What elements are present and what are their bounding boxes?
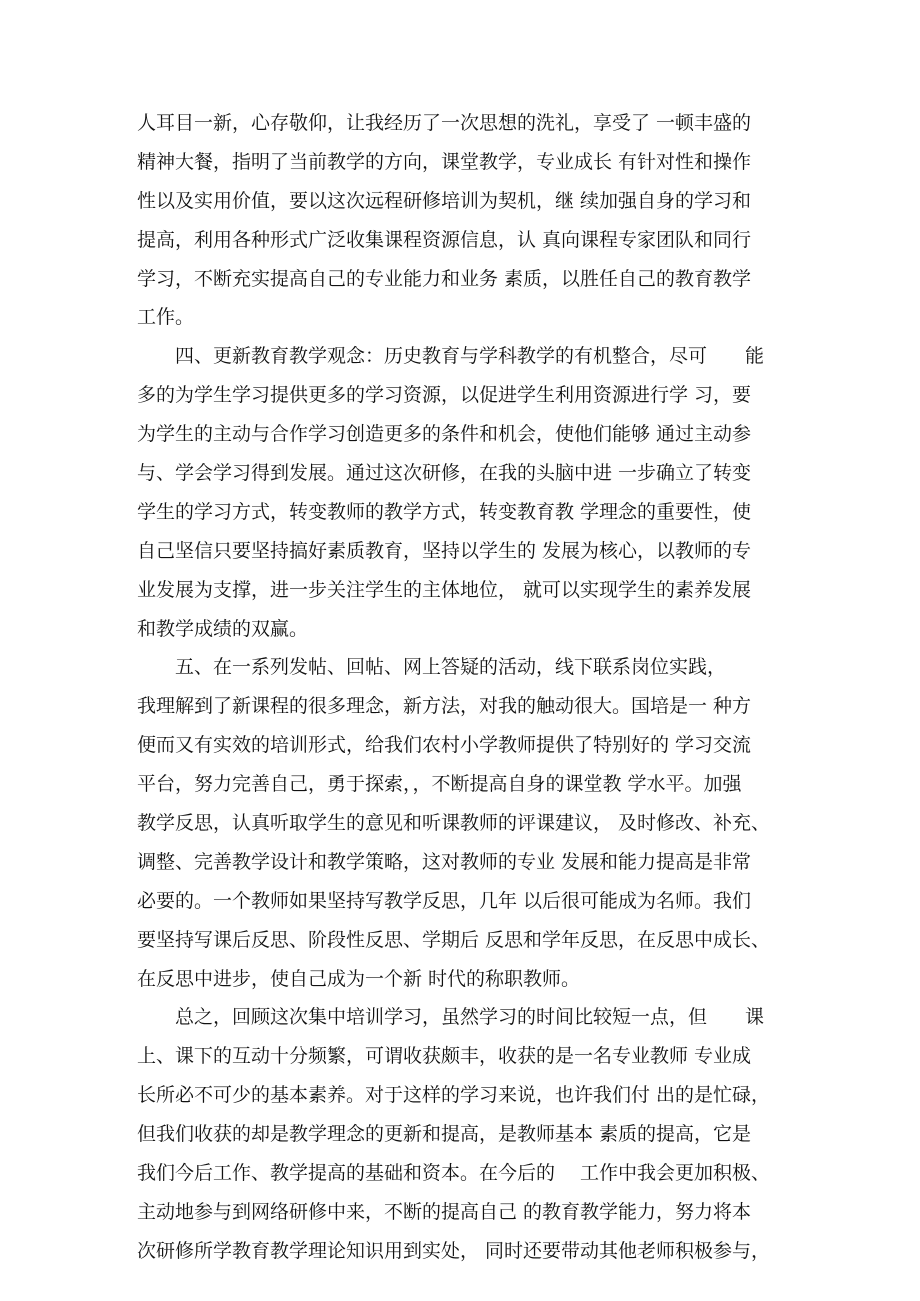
text-line: 但我们收获的却是教学理念的更新和提高，是教师基本 素质的提高，它是 — [137, 1123, 752, 1146]
text-line: 和教学成绩的双赢。 — [137, 617, 309, 640]
text-line: 学习，不断充实提高自己的专业能力和业务 素质，以胜任自己的教育教学 — [137, 267, 752, 290]
text-line: 与、学会学习得到发展。通过这次研修，在我的头脑中进 一步确立了转变 — [137, 462, 752, 485]
text-line: 要坚持写课后反思、阶段性反思、学期后 反思和学年反思，在反思中成长、 — [137, 928, 771, 951]
text-line: 人耳目一新，心存敬仰，让我经历了一次思想的洗礼，享受了 一顿丰盛的 — [137, 112, 752, 134]
text-line: 我理解到了新课程的很多理念，新方法，对我的触动很大。国培是一 种方 — [137, 695, 752, 718]
text-line: 自己坚信只要坚持搞好素质教育，坚持以学生的 发展为核心，以教师的专 — [137, 539, 752, 562]
text-line: 在反思中进步，使自己成为一个新 时代的称职教师。 — [137, 967, 581, 990]
paragraph-start-line: 总之，回顾这次集中培训学习，虽然学习的时间比较短一点，但 课 — [175, 1006, 765, 1029]
body-text — [137, 104, 797, 1271]
text-line: 调整、完善教学设计和教学策略，这对教师的专业 发展和能力提高是非常 — [137, 850, 752, 873]
text-line: 必要的。一个教师如果坚持写教学反思，几年 以后很可能成为名师。我们 — [137, 889, 752, 912]
text-line: 多的为学生学习提供更多的学习资源，以促进学生利用资源进行学 习，要 — [137, 384, 752, 407]
text-line: 次研修所学教育教学理论知识用到实处， 同时还要带动其他老师积极参与， — [137, 1239, 771, 1262]
text-line: 提高，利用各种形式广泛收集课程资源信息，认 真向课程专家团队和同行 — [137, 228, 752, 251]
text-line: 工作。 — [137, 306, 195, 329]
paragraph-start-line: 四、更新教育教学观念：历史教育与学科教学的有机整合，尽可 能 — [175, 345, 765, 368]
text-line: 为学生的主动与合作学习创造更多的条件和机会，使他们能够 通过主动参 — [137, 423, 752, 446]
text-line: 主动地参与到网络研修中来，不断的提高自己 的教育教学能力，努力将本 — [137, 1200, 752, 1223]
text-line: 便而又有实效的培训形式，给我们农村小学教师提供了特别好的 学习交流 — [137, 734, 752, 757]
text-line: 我们今后工作、教学提高的基础和资本。在今后的 工作中我会更加积极、 — [137, 1162, 771, 1185]
paragraph-start-line: 五、在一系列发帖、回帖、网上答疑的活动，线下联系岗位实践， — [175, 656, 727, 679]
text-line: 学生的学习方式，转变教师的教学方式，转变教育教 学理念的重要性，使 — [137, 500, 752, 523]
text-line: 长所必不可少的基本素养。对于这样的学习来说，也许我们付 出的是忙碌， — [137, 1084, 771, 1107]
text-line: 精神大餐，指明了当前教学的方向，课堂教学，专业成长 有针对性和操作 — [137, 150, 752, 173]
text-line: 上、课下的互动十分频繁，可谓收获颇丰，收获的是一名专业教师 专业成 — [137, 1045, 752, 1068]
text-line: 业发展为支撑，进一步关注学生的主体地位， 就可以实现学生的素养发展 — [137, 578, 752, 601]
text-line: 性以及实用价值，要以这次远程研修培训为契机，继 续加强自身的学习和 — [137, 189, 752, 212]
text-line: 教学反思，认真听取学生的意见和听课教师的评课建议， 及时修改、补充、 — [137, 812, 771, 835]
text-line: 平台，努力完善自己，勇于探索，，不断提高自身的课堂教 学水平。加强 — [137, 773, 742, 796]
